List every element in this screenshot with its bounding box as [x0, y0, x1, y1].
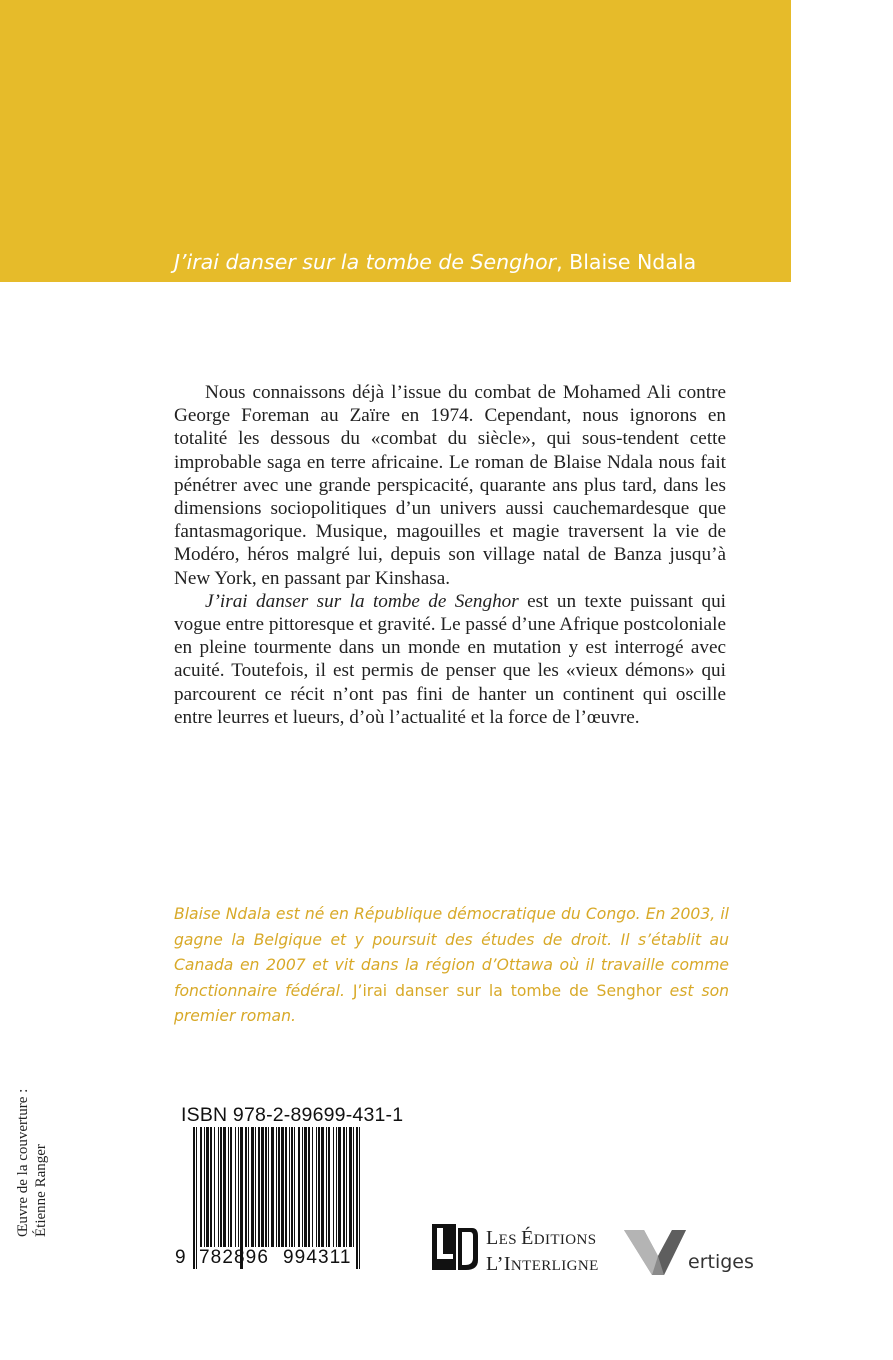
publisher-line-1-cap2: É	[521, 1227, 534, 1249]
bio-part-1: Blaise Ndala est né en République démocratique du Congo. En 2003, il gagne la Belgique et y poursuit des études de droit. Il s’établit au Canada en 2007 et vit dans la région d’Ottawa où il travaille comme fonctionnaire fédéral.	[174, 905, 729, 1000]
publisher-name	[486, 1226, 599, 1278]
band-author: Blaise Ndala	[569, 250, 697, 274]
vertiges-logo-icon	[624, 1230, 686, 1275]
publisher-line-2-rest: NTERLIGNE	[510, 1258, 599, 1274]
publisher-line-1-cap: L	[486, 1227, 499, 1249]
imprint-name: ertiges	[688, 1251, 754, 1273]
barcode-digit-first: 9	[175, 1247, 186, 1268]
band-caption	[174, 250, 774, 274]
credit-line-1: Œuvre de la couverture :	[15, 1088, 31, 1237]
publisher-line-1-rest2: DITIONS	[533, 1232, 597, 1248]
right-margin-strip	[791, 0, 893, 1360]
publisher-line-1	[486, 1226, 599, 1252]
summary-paragraph-1: Nous connaissons déjà l’issue du combat de Mohamed Ali contre George Foreman au Zaïre en 1974. Cependant, nous ignorons en totalité les dessous du «combat du siècle», qui sous-tendent cette improbable saga en terre africaine. Le roman de Blaise Ndala nous fait pénétrer avec une grande perspicacité, quarante ans plus tard, dans les dimensions sociopolitiques d’un univers aussi cauchemardesque que fantasmagorique. Musique, magouilles et magie traversent la vie de Modéro, héros malgré lui, depuis son village natal de Banza jusqu’à New York, en passant par Kinshasa.	[174, 382, 726, 589]
summary-title-italic: J’irai danser sur la tombe de Senghor	[205, 590, 519, 612]
summary-paragraph-2-rest: est un texte puissant qui vogue entre pittoresque et gravité. Le passé d’une Afrique postcoloniale en pleine tourmente dans un monde en mutation y est interrogé avec acuité. Toutefois, il est permis de penser que les «vieux démons» qui parcourent ce récit n’ont pas fini de hanter un continent qui oscille entre leurres et lueurs, d’où l’actualité et la force de l’œuvre.	[174, 590, 726, 728]
publisher-line-2	[486, 1252, 599, 1278]
bio-book-title: J’irai danser sur la tombe de Senghor	[352, 981, 662, 1000]
publisher-logo-icon	[432, 1224, 480, 1270]
top-color-band	[0, 0, 791, 282]
bio-part-2: est son premier roman.	[174, 981, 730, 1025]
band-book-title: J’irai danser sur la tombe de Senghor	[174, 250, 557, 274]
summary-paragraph-2	[174, 590, 726, 729]
barcode-digit-group-2: 994311	[283, 1247, 352, 1268]
summary-text	[174, 381, 726, 729]
publisher-line-2-cap: L’I	[486, 1253, 511, 1275]
author-bio	[174, 902, 729, 1030]
credit-line-2: Étienne Ranger	[33, 1144, 49, 1237]
publisher-line-1-rest: ES	[498, 1232, 522, 1248]
isbn-label: ISBN 978-2-89699-431-1	[181, 1104, 404, 1126]
barcode-digit-group-1: 782896	[199, 1247, 270, 1268]
cover-art-credit	[14, 947, 58, 1237]
band-separator: ,	[556, 250, 570, 274]
